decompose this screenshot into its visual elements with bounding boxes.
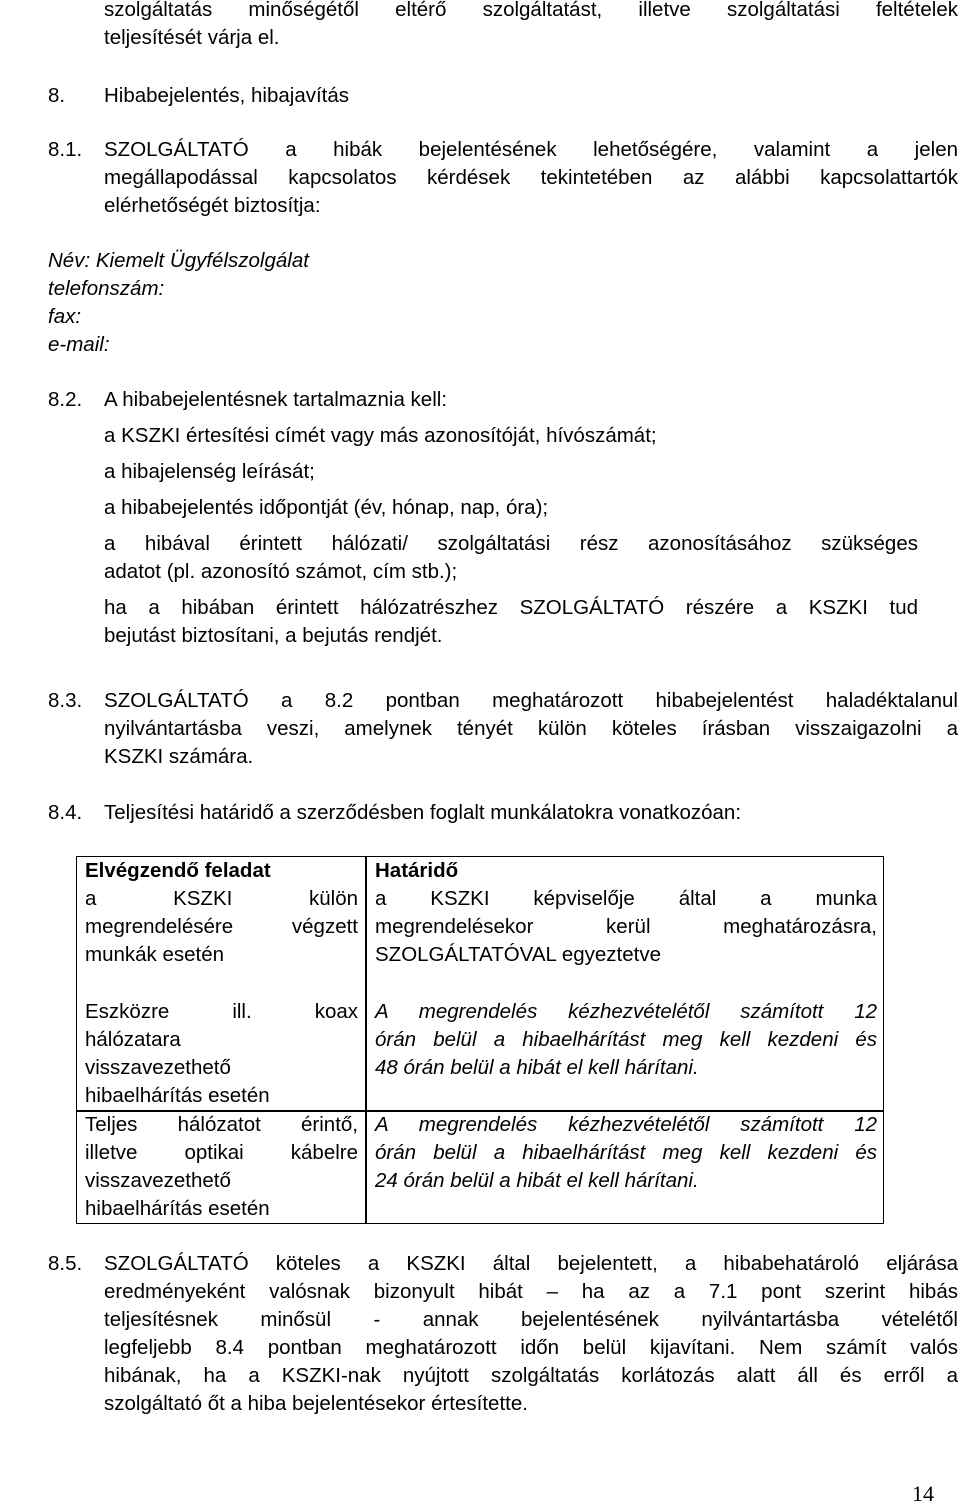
cell-text: hibaelhárítás esetén [85, 1197, 270, 1220]
list-item-text: a hibabejelentés időpontját (év, hónap, nap, óra); [104, 496, 549, 519]
list-item [104, 594, 918, 650]
text-line: SZOLGÁLTATÓ a hibák bejelentésének lehetőségére, valamint a jelen [104, 138, 958, 161]
section-8-5-number: 8.5. [48, 1252, 83, 1275]
cell-text: megrendelésére végzett [85, 915, 358, 938]
list-item [104, 422, 918, 450]
cell-text: hálózatara [85, 1028, 181, 1051]
text-line: SZOLGÁLTATÓ köteles a KSZKI által bejelentett, a hibabehatároló eljárása [104, 1252, 958, 1275]
list-item-text: a hibával érintett hálózati/ szolgáltatási rész azonosításához szükséges [104, 532, 918, 555]
contact-email-label: e-mail: [48, 333, 110, 356]
section-8-3-text [104, 687, 958, 771]
cell-text: a KSZKI külön [85, 887, 358, 910]
section-8-2-intro: A hibabejelentésnek tartalmaznia kell: [104, 388, 448, 411]
list-item-text: ha a hibában érintett hálózatrészhez SZOLGÁLTATÓ részére a KSZKI tud [104, 596, 918, 619]
section-8-number: 8. [48, 84, 66, 107]
list-item-text: a hibajelenség leírását; [104, 460, 315, 483]
section-8-4-text: Teljesítési határidő a szerződésben foglalt munkálatokra vonatkozóan: [104, 801, 742, 824]
table-row-2-task [85, 998, 358, 1110]
text-line: teljesítését várja el. [104, 26, 280, 49]
cell-text: A megrendelés kézhezvételétől számított 12 [375, 1113, 877, 1136]
list-item-text: a KSZKI értesítési címét vagy más azonosítóját, hívószámát; [104, 424, 657, 447]
section-8-3-number: 8.3. [48, 689, 83, 712]
table-row-3-task [85, 1111, 358, 1223]
list-item [104, 530, 918, 586]
cell-text: Teljes hálózatot érintő, [85, 1113, 358, 1136]
cell-text: órán belül a hibaelhárítást meg kell kezdeni és [375, 1141, 877, 1164]
table-divider-vertical [365, 857, 367, 1223]
text-line: szolgáltató őt a hiba bejelentésekor értesítette. [104, 1392, 528, 1415]
section-8-2-number: 8.2. [48, 388, 83, 411]
table-row-1-task [85, 885, 358, 969]
table-row-3-deadline [375, 1111, 877, 1195]
cell-text: visszavezethető [85, 1056, 231, 1079]
contact-name: Név: Kiemelt Ügyfélszolgálat [48, 249, 309, 272]
intro-continuation [104, 0, 958, 52]
cell-text: illetve optikai kábelre [85, 1141, 358, 1164]
text-line: eredményeként valósnak bizonyult hibát – ha az a 7.1 pont szerint hibás [104, 1280, 958, 1303]
cell-text: A megrendelés kézhezvételétől számított 12 [375, 1000, 877, 1023]
text-line: SZOLGÁLTATÓ a 8.2 pontban meghatározott hibabejelentést haladéktalanul [104, 689, 958, 712]
contact-fax-label: fax: [48, 305, 82, 328]
cell-text: órán belül a hibaelhárítást meg kell kezdeni és [375, 1028, 877, 1051]
table-row-2-deadline [375, 998, 877, 1082]
table-header-deadline [375, 857, 458, 885]
required-items-list [104, 422, 918, 650]
deadline-table [76, 856, 884, 1224]
header-text: Határidő [375, 859, 459, 882]
page-number: 14 [912, 1481, 934, 1506]
table-header-task [85, 857, 271, 885]
cell-text: SZOLGÁLTATÓVAL egyeztetve [375, 943, 661, 966]
text-line: nyilvántartásba veszi, amelynek tényét külön köteles írásban visszaigazolni a [104, 717, 958, 740]
cell-text: 24 órán belül a hibát el kell hárítani. [375, 1169, 699, 1192]
text-line: elérhetőségét biztosítja: [104, 194, 321, 217]
header-text: Elvégzendő feladat [85, 859, 271, 882]
text-line: szolgáltatás minőségétől eltérő szolgáltatást, illetve szolgáltatási feltételek [104, 0, 958, 21]
list-item-text: adatot (pl. azonosító számot, cím stb.); [104, 560, 458, 583]
section-8-1-text [104, 136, 958, 220]
text-line: hibának, ha a KSZKI-nak nyújtott szolgáltatás korlátozás alatt áll és erről a [104, 1364, 958, 1387]
cell-text: hibaelhárítás esetén [85, 1084, 270, 1107]
text-line: legfeljebb 8.4 pontban meghatározott időn belül kijavítani. Nem számít valós [104, 1336, 958, 1359]
list-item [104, 494, 918, 522]
cell-text: a KSZKI képviselője által a munka [375, 887, 877, 910]
section-8-title: Hibabejelentés, hibajavítás [104, 84, 350, 107]
text-line: KSZKI számára. [104, 745, 254, 768]
cell-text: munkák esetén [85, 943, 225, 966]
section-8-4-number: 8.4. [48, 801, 83, 824]
contact-phone-label: telefonszám: [48, 277, 165, 300]
cell-text: megrendelésekor kerül meghatározásra, [375, 915, 877, 938]
table-row-1-deadline [375, 885, 877, 969]
list-item-text: bejutást biztosítani, a bejutás rendjét. [104, 624, 443, 647]
text-line: megállapodással kapcsolatos kérdések tekintetében az alábbi kapcsolattartók [104, 166, 958, 189]
section-8-1-number: 8.1. [48, 138, 83, 161]
list-item [104, 458, 918, 486]
text-line: teljesítésnek minősül - annak bejelentésének nyilvántartásba vételétől [104, 1308, 958, 1331]
contact-block [48, 247, 309, 359]
cell-text: 48 órán belül a hibát el kell hárítani. [375, 1056, 699, 1079]
section-8-5-text [104, 1250, 958, 1418]
cell-text: Eszközre ill. koax [85, 1000, 358, 1023]
cell-text: visszavezethető [85, 1169, 231, 1192]
